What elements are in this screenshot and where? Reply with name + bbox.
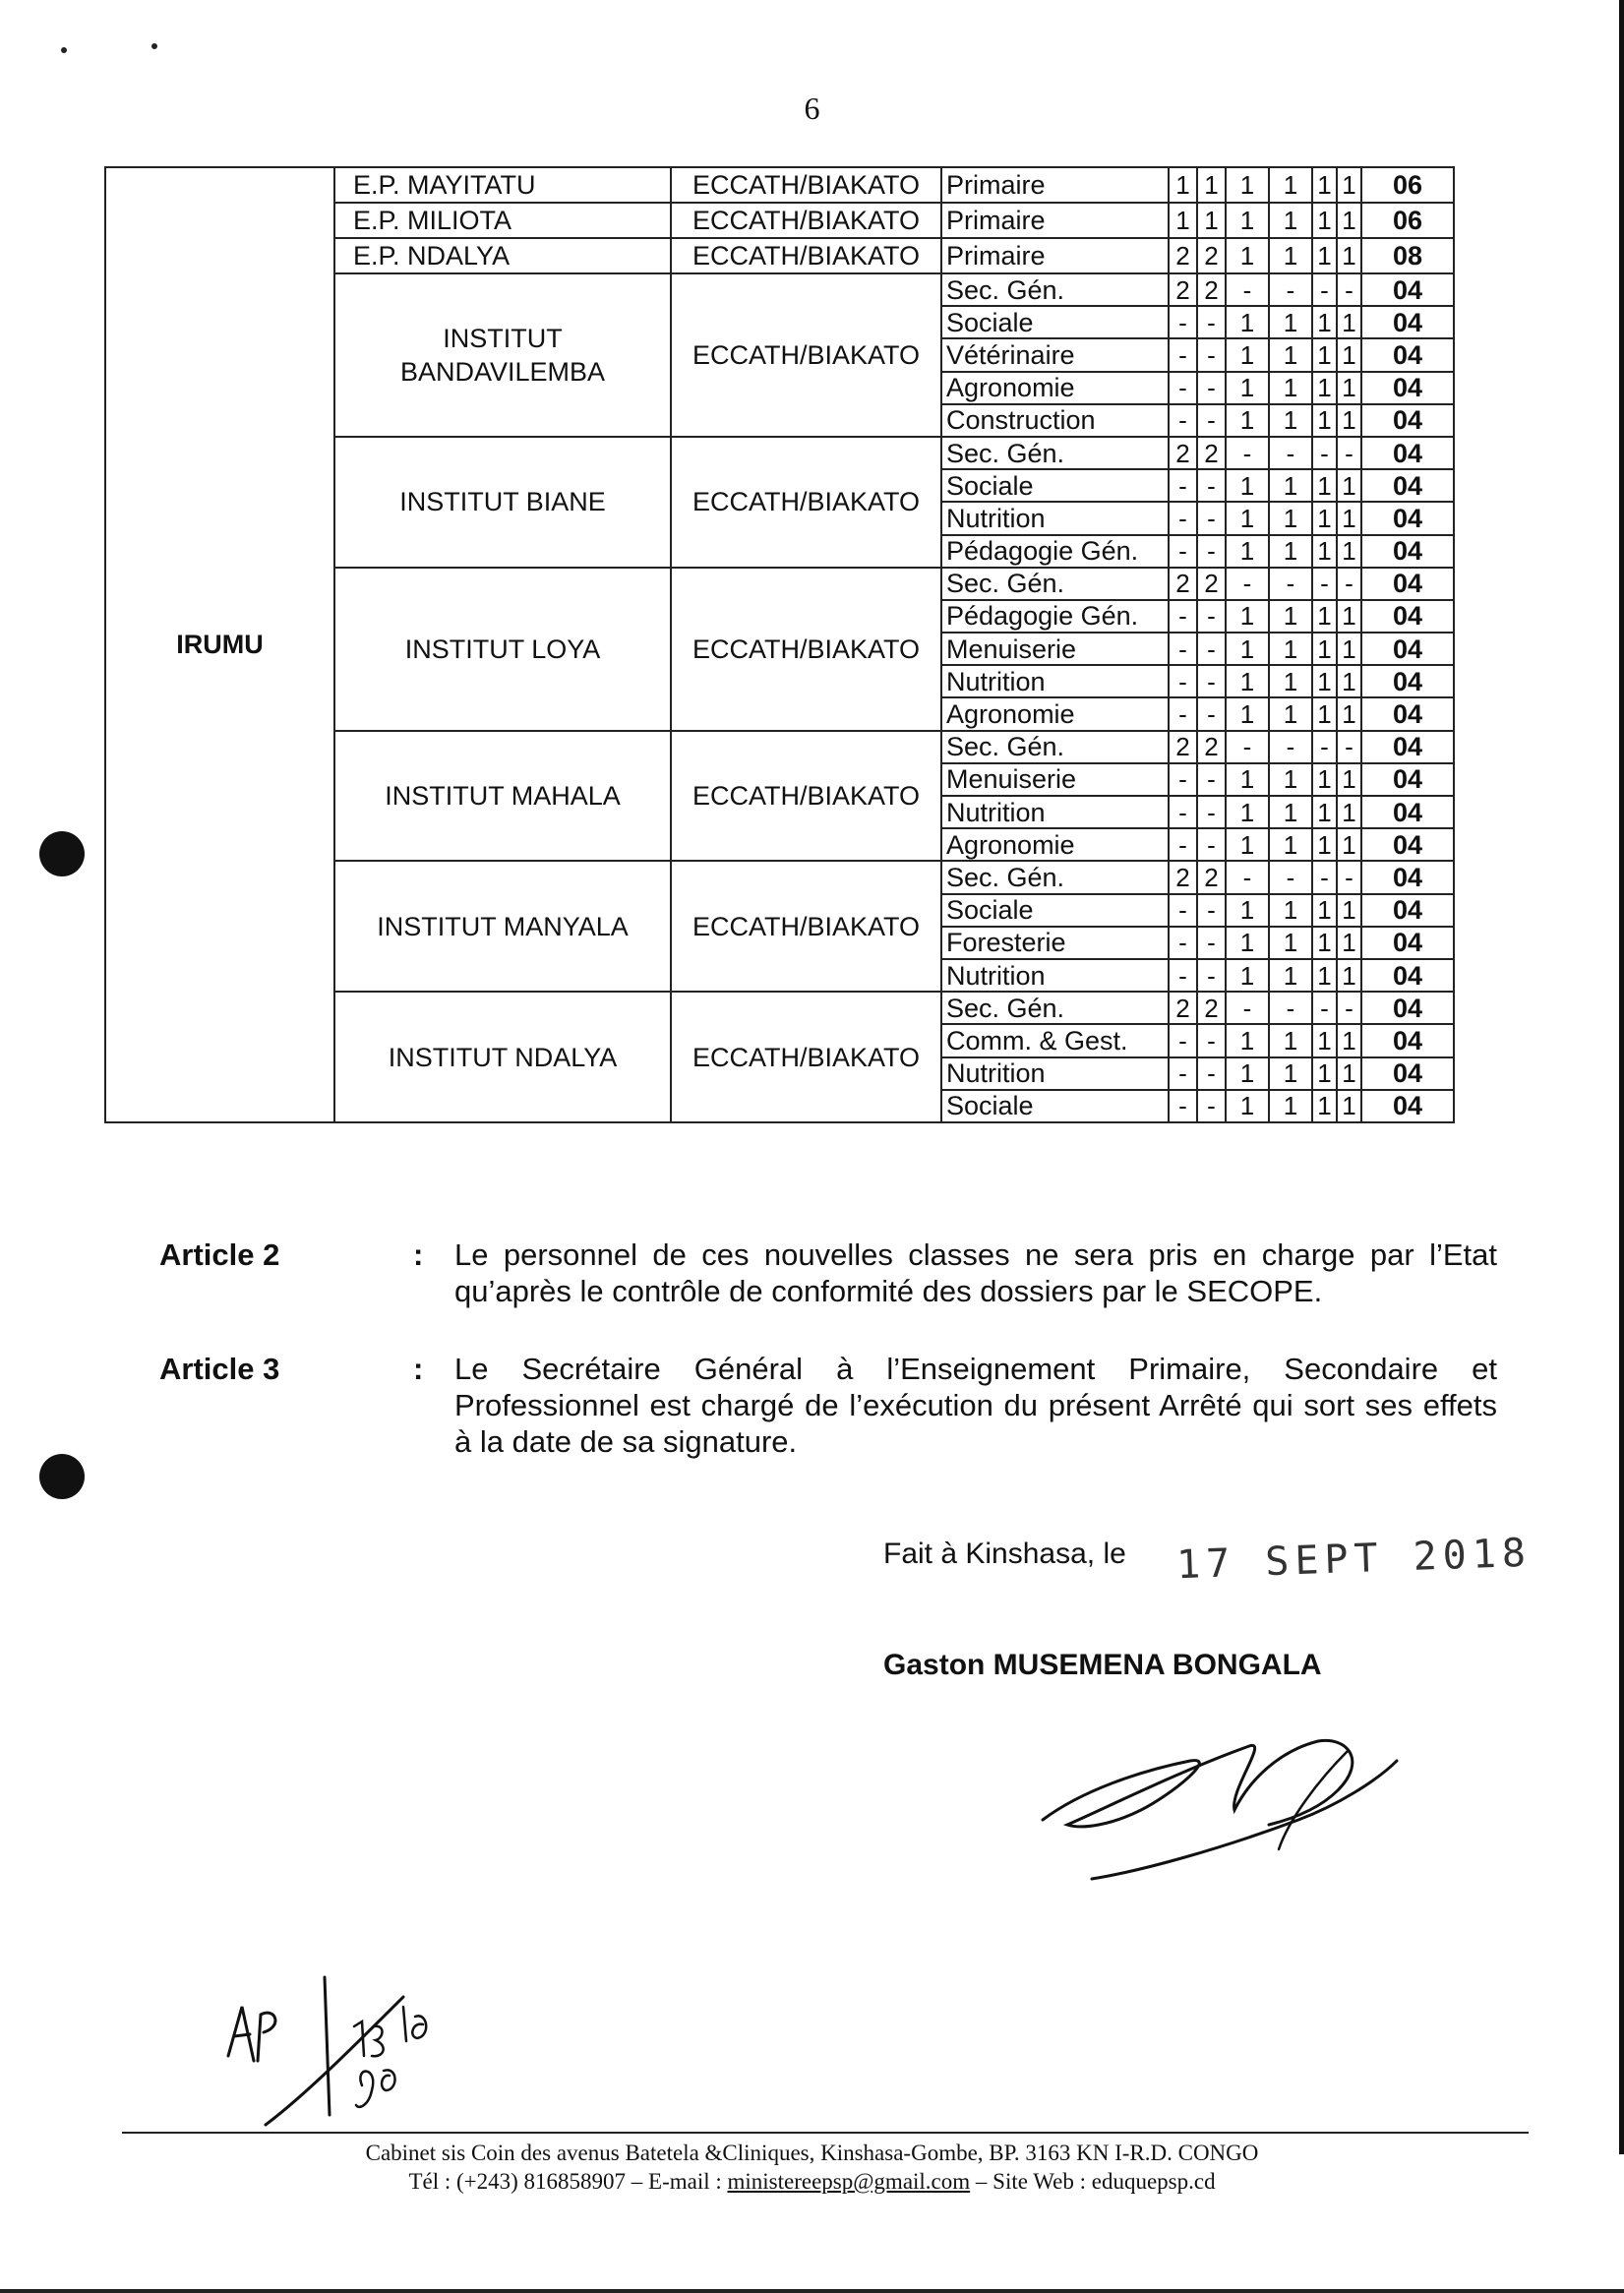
year-count-cell: - xyxy=(1169,338,1197,371)
year-count-cell: - xyxy=(1169,796,1197,828)
year-count-cell: 1 xyxy=(1226,763,1269,796)
year-count-cell: - xyxy=(1169,697,1197,730)
year-count-cell: - xyxy=(1269,731,1312,763)
total-cell: 04 xyxy=(1361,1024,1454,1056)
year-count-cell: 1 xyxy=(1269,894,1312,927)
option-cell: Foresterie xyxy=(941,927,1169,959)
year-count-cell: 1 xyxy=(1226,306,1269,338)
option-cell: Nutrition xyxy=(941,959,1169,992)
article-3 xyxy=(159,1351,1497,1460)
classes-table xyxy=(104,166,1455,1123)
school-cell: INSTITUT MANYALA xyxy=(334,861,671,992)
year-count-cell: - xyxy=(1226,992,1269,1024)
year-count-cell: 1 xyxy=(1269,1090,1312,1122)
year-count-cell: 1 xyxy=(1269,697,1312,730)
year-count-cell: - xyxy=(1197,502,1226,534)
option-cell: Sociale xyxy=(941,894,1169,927)
year-count-cell: - xyxy=(1197,665,1226,697)
year-count-cell: 1 xyxy=(1269,238,1312,273)
initials-scribble xyxy=(207,1967,502,2135)
year-count-cell: 1 xyxy=(1337,502,1361,534)
year-count-cell: - xyxy=(1169,633,1197,665)
option-cell: Sociale xyxy=(941,306,1169,338)
year-count-cell: 1 xyxy=(1312,203,1337,238)
option-cell: Sociale xyxy=(941,1090,1169,1122)
year-count-cell: 1 xyxy=(1337,828,1361,861)
year-count-cell: 1 xyxy=(1226,372,1269,404)
footer-phone: Tél : (+243) 816858907 – E-mail : xyxy=(408,2169,728,2194)
year-count-cell: 1 xyxy=(1337,1024,1361,1056)
school-cell: INSTITUT MAHALA xyxy=(334,731,671,862)
year-count-cell: - xyxy=(1169,404,1197,437)
year-count-cell: 1 xyxy=(1337,894,1361,927)
year-count-cell: 1 xyxy=(1312,633,1337,665)
year-count-cell: 2 xyxy=(1197,731,1226,763)
punch-hole xyxy=(39,831,85,876)
year-count-cell: - xyxy=(1197,927,1226,959)
total-cell: 04 xyxy=(1361,763,1454,796)
article-colon: : xyxy=(413,1352,424,1386)
year-count-cell: 1 xyxy=(1312,1090,1337,1122)
option-cell: Sec. Gén. xyxy=(941,861,1169,893)
punch-hole xyxy=(39,1454,85,1499)
year-count-cell: - xyxy=(1197,697,1226,730)
total-cell: 06 xyxy=(1361,203,1454,238)
year-count-cell: 1 xyxy=(1269,927,1312,959)
year-count-cell: 1 xyxy=(1337,238,1361,273)
scan-edge xyxy=(0,2289,1624,2293)
footer-website: – Site Web : eduquepsp.cd xyxy=(970,2169,1216,2194)
year-count-cell: 1 xyxy=(1312,1057,1337,1090)
total-cell: 04 xyxy=(1361,927,1454,959)
option-cell: Nutrition xyxy=(941,1057,1169,1090)
year-count-cell: 2 xyxy=(1197,568,1226,600)
option-cell: Agronomie xyxy=(941,697,1169,730)
year-count-cell: 1 xyxy=(1312,469,1337,502)
school-cell: INSTITUT NDALYA xyxy=(334,992,671,1122)
year-count-cell: 1 xyxy=(1337,535,1361,568)
total-cell: 04 xyxy=(1361,697,1454,730)
year-count-cell: 2 xyxy=(1169,568,1197,600)
year-count-cell: 2 xyxy=(1169,861,1197,893)
year-count-cell: - xyxy=(1337,731,1361,763)
year-count-cell: - xyxy=(1312,731,1337,763)
year-count-cell: - xyxy=(1197,1024,1226,1056)
year-count-cell: 1 xyxy=(1269,469,1312,502)
option-cell: Primaire xyxy=(941,238,1169,273)
year-count-cell: 1 xyxy=(1312,502,1337,534)
year-count-cell: - xyxy=(1337,273,1361,306)
year-count-cell: 1 xyxy=(1312,167,1337,203)
year-count-cell: 2 xyxy=(1169,238,1197,273)
network-cell: ECCATH/BIAKATO xyxy=(671,437,941,568)
school-cell: E.P. NDALYA xyxy=(334,238,671,273)
total-cell: 04 xyxy=(1361,633,1454,665)
year-count-cell: - xyxy=(1169,1090,1197,1122)
network-cell: ECCATH/BIAKATO xyxy=(671,167,941,203)
total-cell: 04 xyxy=(1361,796,1454,828)
year-count-cell: - xyxy=(1197,959,1226,992)
year-count-cell: - xyxy=(1169,894,1197,927)
year-count-cell: 1 xyxy=(1269,203,1312,238)
option-cell: Nutrition xyxy=(941,665,1169,697)
year-count-cell: 1 xyxy=(1269,959,1312,992)
option-cell: Pédagogie Gén. xyxy=(941,535,1169,568)
option-cell: Agronomie xyxy=(941,372,1169,404)
year-count-cell: 1 xyxy=(1226,238,1269,273)
year-count-cell: - xyxy=(1169,1057,1197,1090)
year-count-cell: - xyxy=(1226,568,1269,600)
year-count-cell: - xyxy=(1197,469,1226,502)
year-count-cell: - xyxy=(1312,273,1337,306)
year-count-cell: - xyxy=(1197,404,1226,437)
total-cell: 04 xyxy=(1361,535,1454,568)
total-cell: 04 xyxy=(1361,469,1454,502)
year-count-cell: 1 xyxy=(1337,600,1361,633)
network-cell: ECCATH/BIAKATO xyxy=(671,731,941,862)
year-count-cell: - xyxy=(1197,338,1226,371)
year-count-cell: - xyxy=(1197,600,1226,633)
year-count-cell: 1 xyxy=(1337,306,1361,338)
total-cell: 04 xyxy=(1361,861,1454,893)
year-count-cell: 1 xyxy=(1226,633,1269,665)
year-count-cell: - xyxy=(1197,796,1226,828)
article-colon: : xyxy=(413,1237,424,1272)
year-count-cell: 1 xyxy=(1226,927,1269,959)
year-count-cell: 2 xyxy=(1169,273,1197,306)
option-cell: Pédagogie Gén. xyxy=(941,600,1169,633)
year-count-cell: 1 xyxy=(1312,697,1337,730)
year-count-cell: - xyxy=(1169,828,1197,861)
option-cell: Agronomie xyxy=(941,828,1169,861)
option-cell: Primaire xyxy=(941,203,1169,238)
network-cell: ECCATH/BIAKATO xyxy=(671,203,941,238)
year-count-cell: - xyxy=(1312,568,1337,600)
year-count-cell: 1 xyxy=(1269,372,1312,404)
year-count-cell: 1 xyxy=(1226,600,1269,633)
total-cell: 04 xyxy=(1361,959,1454,992)
region-cell: IRUMU xyxy=(105,167,334,1122)
year-count-cell: 1 xyxy=(1337,469,1361,502)
year-count-cell: 1 xyxy=(1226,1090,1269,1122)
total-cell: 04 xyxy=(1361,665,1454,697)
network-cell: ECCATH/BIAKATO xyxy=(671,568,941,731)
year-count-cell: 1 xyxy=(1337,338,1361,371)
year-count-cell: 1 xyxy=(1269,828,1312,861)
year-count-cell: 1 xyxy=(1337,203,1361,238)
year-count-cell: - xyxy=(1169,763,1197,796)
total-cell: 04 xyxy=(1361,992,1454,1024)
year-count-cell: - xyxy=(1337,568,1361,600)
year-count-cell: 1 xyxy=(1269,796,1312,828)
year-count-cell: 1 xyxy=(1269,665,1312,697)
article-label: Article 3 xyxy=(159,1352,280,1386)
footer-email-link[interactable]: ministereepsp@gmail.com xyxy=(727,2169,971,2194)
year-count-cell: 1 xyxy=(1226,338,1269,371)
option-cell: Sec. Gén. xyxy=(941,992,1169,1024)
date-stamp: 17 SEPT 2018 xyxy=(1175,1530,1533,1589)
option-cell: Comm. & Gest. xyxy=(941,1024,1169,1056)
option-cell: Menuiserie xyxy=(941,633,1169,665)
year-count-cell: - xyxy=(1197,828,1226,861)
year-count-cell: - xyxy=(1169,600,1197,633)
table-row xyxy=(105,167,1454,203)
year-count-cell: 1 xyxy=(1337,763,1361,796)
year-count-cell: 1 xyxy=(1337,927,1361,959)
year-count-cell: - xyxy=(1337,437,1361,469)
year-count-cell: 1 xyxy=(1312,894,1337,927)
option-cell: Sociale xyxy=(941,469,1169,502)
option-cell: Construction xyxy=(941,404,1169,437)
year-count-cell: - xyxy=(1197,306,1226,338)
year-count-cell: 1 xyxy=(1269,404,1312,437)
school-cell: E.P. MAYITATU xyxy=(334,167,671,203)
option-cell: Menuiserie xyxy=(941,763,1169,796)
network-cell: ECCATH/BIAKATO xyxy=(671,992,941,1122)
year-count-cell: 1 xyxy=(1312,600,1337,633)
year-count-cell: 1 xyxy=(1226,697,1269,730)
year-count-cell: 2 xyxy=(1197,273,1226,306)
option-cell: Sec. Gén. xyxy=(941,273,1169,306)
year-count-cell: - xyxy=(1226,273,1269,306)
year-count-cell: 1 xyxy=(1312,927,1337,959)
year-count-cell: 1 xyxy=(1226,665,1269,697)
year-count-cell: - xyxy=(1197,763,1226,796)
year-count-cell: 1 xyxy=(1337,404,1361,437)
scan-edge xyxy=(1619,0,1624,2154)
year-count-cell: 1 xyxy=(1197,203,1226,238)
year-count-cell: 1 xyxy=(1269,167,1312,203)
year-count-cell: 1 xyxy=(1269,600,1312,633)
year-count-cell: 2 xyxy=(1197,992,1226,1024)
school-cell: INSTITUT BANDAVILEMBA xyxy=(334,273,671,437)
year-count-cell: - xyxy=(1197,535,1226,568)
year-count-cell: - xyxy=(1226,437,1269,469)
year-count-cell: 1 xyxy=(1269,338,1312,371)
year-count-cell: - xyxy=(1197,633,1226,665)
year-count-cell: 1 xyxy=(1337,1057,1361,1090)
year-count-cell: 1 xyxy=(1197,167,1226,203)
year-count-cell: - xyxy=(1269,861,1312,893)
year-count-cell: 1 xyxy=(1337,796,1361,828)
year-count-cell: 1 xyxy=(1226,796,1269,828)
year-count-cell: 1 xyxy=(1269,633,1312,665)
year-count-cell: 1 xyxy=(1337,372,1361,404)
year-count-cell: - xyxy=(1169,927,1197,959)
year-count-cell: 1 xyxy=(1312,665,1337,697)
total-cell: 04 xyxy=(1361,731,1454,763)
total-cell: 04 xyxy=(1361,1090,1454,1122)
total-cell: 04 xyxy=(1361,568,1454,600)
total-cell: 08 xyxy=(1361,238,1454,273)
scan-speck xyxy=(61,47,67,53)
year-count-cell: 1 xyxy=(1269,763,1312,796)
year-count-cell: 1 xyxy=(1337,697,1361,730)
total-cell: 04 xyxy=(1361,306,1454,338)
year-count-cell: 1 xyxy=(1312,959,1337,992)
total-cell: 04 xyxy=(1361,502,1454,534)
total-cell: 04 xyxy=(1361,600,1454,633)
year-count-cell: - xyxy=(1269,273,1312,306)
year-count-cell: 1 xyxy=(1226,1057,1269,1090)
year-count-cell: 1 xyxy=(1269,502,1312,534)
year-count-cell: 1 xyxy=(1226,404,1269,437)
total-cell: 04 xyxy=(1361,338,1454,371)
year-count-cell: 1 xyxy=(1169,167,1197,203)
year-count-cell: - xyxy=(1169,372,1197,404)
school-cell: INSTITUT BIANE xyxy=(334,437,671,568)
total-cell: 04 xyxy=(1361,404,1454,437)
total-cell: 04 xyxy=(1361,1057,1454,1090)
year-count-cell: 1 xyxy=(1226,959,1269,992)
year-count-cell: - xyxy=(1269,437,1312,469)
option-cell: Nutrition xyxy=(941,796,1169,828)
article-text: Le Secrétaire Général à l’Enseignement Primaire, Secondaire et Professionnel est chargé de l’exécution du présent Arrêté qui sort ses effets à la date de sa signature. xyxy=(454,1352,1497,1459)
signature-scribble xyxy=(1023,1702,1416,1889)
signer-name: Gaston MUSEMENA BONGALA xyxy=(883,1649,1322,1681)
place-date: Fait à Kinshasa, le xyxy=(883,1538,1126,1570)
year-count-cell: 2 xyxy=(1197,238,1226,273)
year-count-cell: - xyxy=(1169,535,1197,568)
year-count-cell: 1 xyxy=(1312,828,1337,861)
year-count-cell: 1 xyxy=(1226,167,1269,203)
year-count-cell: - xyxy=(1312,992,1337,1024)
total-cell: 04 xyxy=(1361,273,1454,306)
year-count-cell: 2 xyxy=(1169,731,1197,763)
year-count-cell: 1 xyxy=(1337,633,1361,665)
year-count-cell: 2 xyxy=(1197,437,1226,469)
option-cell: Sec. Gén. xyxy=(941,437,1169,469)
year-count-cell: 1 xyxy=(1226,203,1269,238)
network-cell: ECCATH/BIAKATO xyxy=(671,861,941,992)
year-count-cell: 1 xyxy=(1226,1024,1269,1056)
year-count-cell: 1 xyxy=(1312,306,1337,338)
year-count-cell: - xyxy=(1169,665,1197,697)
year-count-cell: 1 xyxy=(1269,535,1312,568)
year-count-cell: 1 xyxy=(1312,372,1337,404)
year-count-cell: 1 xyxy=(1226,502,1269,534)
year-count-cell: 1 xyxy=(1226,828,1269,861)
year-count-cell: - xyxy=(1169,1024,1197,1056)
year-count-cell: - xyxy=(1169,959,1197,992)
article-text: Le personnel de ces nouvelles classes ne sera pris en charge par l’Etat qu’après le contrôle de conformité des dossiers par le SECOPE. xyxy=(454,1237,1497,1308)
year-count-cell: 1 xyxy=(1337,959,1361,992)
network-cell: ECCATH/BIAKATO xyxy=(671,273,941,437)
school-cell: INSTITUT LOYA xyxy=(334,568,671,731)
year-count-cell: 1 xyxy=(1269,1057,1312,1090)
year-count-cell: 1 xyxy=(1226,894,1269,927)
year-count-cell: - xyxy=(1226,731,1269,763)
year-count-cell: 1 xyxy=(1269,306,1312,338)
year-count-cell: 2 xyxy=(1169,437,1197,469)
year-count-cell: - xyxy=(1197,372,1226,404)
year-count-cell: 2 xyxy=(1197,861,1226,893)
footer-address: Cabinet sis Coin des avenus Batetela &Cliniques, Kinshasa-Gombe, BP. 3163 KN I-R.D. CONGO xyxy=(365,2141,1259,2165)
year-count-cell: 1 xyxy=(1337,665,1361,697)
footer-divider xyxy=(122,2132,1529,2134)
year-count-cell: - xyxy=(1197,1090,1226,1122)
article-2 xyxy=(159,1237,1497,1309)
school-cell: E.P. MILIOTA xyxy=(334,203,671,238)
total-cell: 04 xyxy=(1361,437,1454,469)
total-cell: 04 xyxy=(1361,372,1454,404)
year-count-cell: 1 xyxy=(1312,535,1337,568)
year-count-cell: 1 xyxy=(1312,1024,1337,1056)
year-count-cell: 1 xyxy=(1337,1090,1361,1122)
year-count-cell: - xyxy=(1197,894,1226,927)
article-label: Article 2 xyxy=(159,1237,280,1272)
option-cell: Primaire xyxy=(941,167,1169,203)
year-count-cell: - xyxy=(1337,992,1361,1024)
option-cell: Sec. Gén. xyxy=(941,568,1169,600)
network-cell: ECCATH/BIAKATO xyxy=(671,238,941,273)
year-count-cell: 1 xyxy=(1312,796,1337,828)
year-count-cell: - xyxy=(1226,861,1269,893)
year-count-cell: - xyxy=(1312,861,1337,893)
total-cell: 04 xyxy=(1361,828,1454,861)
option-cell: Vétérinaire xyxy=(941,338,1169,371)
year-count-cell: - xyxy=(1269,568,1312,600)
year-count-cell: 2 xyxy=(1169,992,1197,1024)
year-count-cell: 1 xyxy=(1312,238,1337,273)
year-count-cell: - xyxy=(1169,306,1197,338)
year-count-cell: 1 xyxy=(1312,763,1337,796)
option-cell: Nutrition xyxy=(941,502,1169,534)
year-count-cell: - xyxy=(1269,992,1312,1024)
total-cell: 06 xyxy=(1361,167,1454,203)
year-count-cell: 1 xyxy=(1312,338,1337,371)
year-count-cell: - xyxy=(1169,502,1197,534)
year-count-cell: - xyxy=(1337,861,1361,893)
year-count-cell: 1 xyxy=(1169,203,1197,238)
year-count-cell: 1 xyxy=(1226,469,1269,502)
year-count-cell: - xyxy=(1169,469,1197,502)
page-number: 6 xyxy=(804,91,820,126)
option-cell: Sec. Gén. xyxy=(941,731,1169,763)
year-count-cell: 1 xyxy=(1312,404,1337,437)
scan-speck xyxy=(151,43,157,49)
year-count-cell: 1 xyxy=(1226,535,1269,568)
total-cell: 04 xyxy=(1361,894,1454,927)
footer-contact xyxy=(0,2168,1624,2196)
year-count-cell: 1 xyxy=(1337,167,1361,203)
year-count-cell: - xyxy=(1312,437,1337,469)
year-count-cell: - xyxy=(1197,1057,1226,1090)
year-count-cell: 1 xyxy=(1269,1024,1312,1056)
